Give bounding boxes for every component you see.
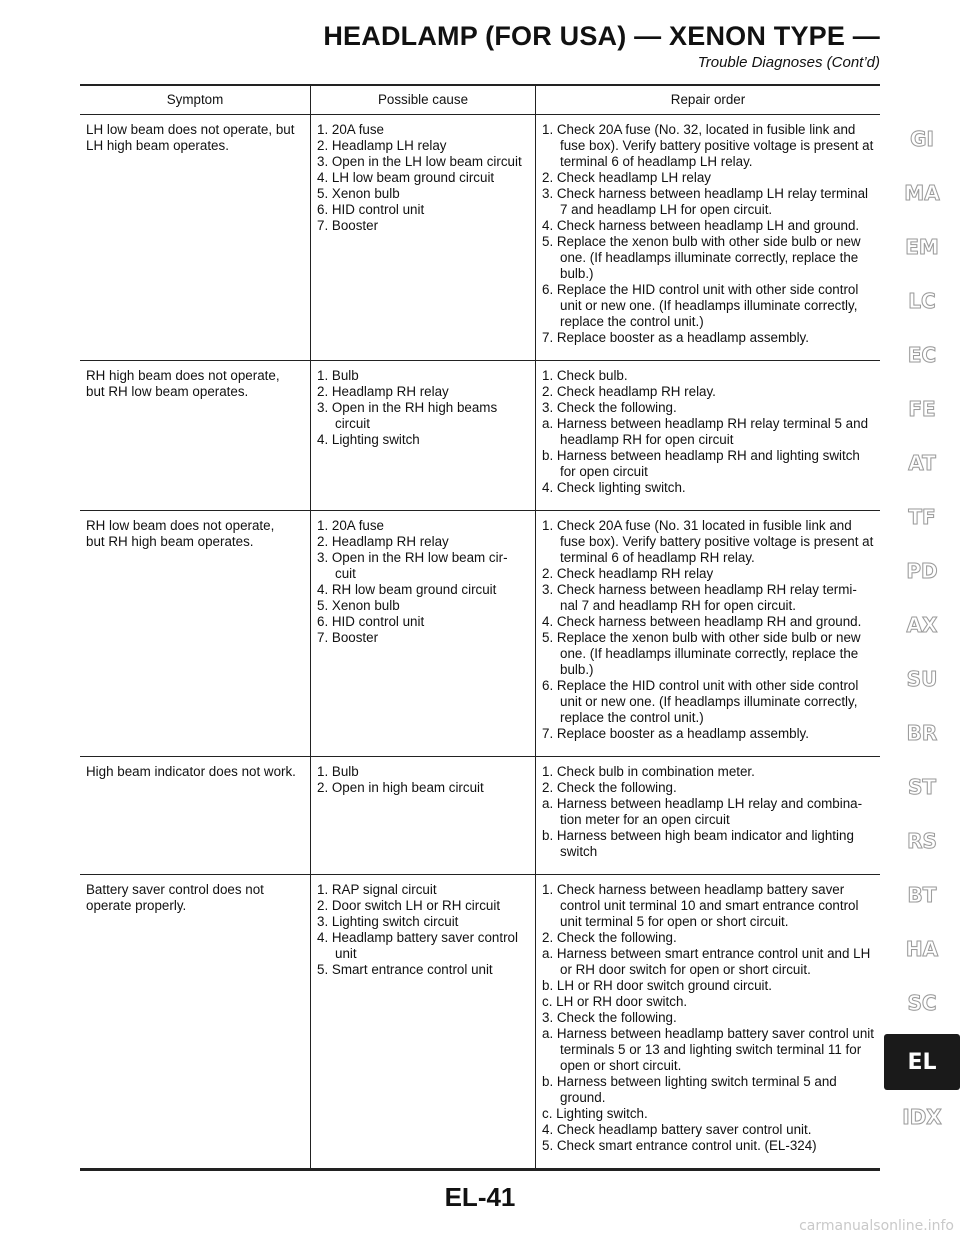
list-item: 6. Replace the HID control unit with other side control unit or new one. (If headlamps illuminate correctly, replace the control unit.) (542, 282, 859, 329)
list-item: a. Harness between headlamp RH relay terminal 5 and headlamp RH for open circuit (542, 416, 869, 447)
symptom-cell: LH low beam does not operate, but LH high beam operates. (80, 115, 311, 361)
list-item: 2. Check headlamp RH relay. (542, 384, 716, 399)
list-item: 6. HID control unit (317, 202, 425, 217)
table-row (80, 361, 880, 511)
list-item: 1. Bulb (317, 368, 359, 383)
list-item: 5. Xenon bulb (317, 598, 400, 613)
page-header (80, 20, 880, 72)
list-item: 3. Lighting switch circuit (317, 914, 459, 929)
cause-cell (311, 757, 536, 875)
repair-cell (536, 511, 881, 757)
list-item: 2. Check the following. (542, 930, 677, 945)
section-tab[interactable]: ST (907, 775, 937, 799)
list-item: 3. Open in the RH high beams circuit (317, 400, 498, 431)
section-tab[interactable]: EC (907, 343, 937, 367)
list-item: 1. Check 20A fuse (No. 32, located in fusible link and fuse box). Verify battery positive voltage is present at terminal 6 of headlamp LH relay. (542, 122, 874, 169)
list-item: c. LH or RH door switch. (542, 994, 688, 1009)
list-item: 6. Replace the HID control unit with other side control unit or new one. (If headlamps illuminate correctly, replace the control unit.) (542, 678, 859, 725)
symptom-cell: RH high beam does not operate, but RH low beam operates. (80, 361, 311, 511)
list-item: 2. Check headlamp RH relay (542, 566, 714, 581)
list-item: 2. Check headlamp LH relay (542, 170, 711, 185)
section-tab-active[interactable]: EL (884, 1034, 960, 1090)
section-tab[interactable]: SU (906, 667, 938, 691)
section-tab[interactable]: LC (908, 289, 936, 313)
list-item: 4. Check harness between headlamp RH and ground. (542, 614, 862, 629)
list-item: 4. Check headlamp battery saver control unit. (542, 1122, 812, 1137)
cause-cell (311, 511, 536, 757)
list-item: 5. Xenon bulb (317, 186, 400, 201)
section-tab[interactable]: EM (905, 235, 939, 259)
list-item: 2. Headlamp RH relay (317, 384, 449, 399)
list-item: b. Harness between headlamp RH and lighting switch for open circuit (542, 448, 860, 479)
cause-cell (311, 115, 536, 361)
list-item: 3. Check the following. (542, 1010, 677, 1025)
list-item: 3. Check harness between headlamp RH relay termi- nal 7 and headlamp RH for open circuit. (542, 582, 857, 613)
section-tab[interactable]: TF (908, 505, 936, 529)
list-item: 2. Door switch LH or RH circuit (317, 898, 501, 913)
list-item: 2. Headlamp RH relay (317, 534, 449, 549)
section-tab[interactable]: AT (908, 451, 936, 475)
section-tab[interactable]: FE (908, 397, 936, 421)
list-item: 1. 20A fuse (317, 122, 385, 137)
list-item: 4. Headlamp battery saver control unit (317, 930, 518, 961)
list-item: 4. LH low beam ground circuit (317, 170, 495, 185)
list-item: 1. Check 20A fuse (No. 31 located in fusible link and fuse box). Verify battery positive voltage is present at terminal 6 of headlamp RH relay. (542, 518, 874, 565)
section-tab[interactable]: BR (906, 721, 938, 745)
section-index-tabs (884, 112, 960, 1144)
list-item: 2. Headlamp LH relay (317, 138, 447, 153)
section-tab[interactable]: HA (905, 937, 939, 961)
table-row (80, 511, 880, 757)
list-item: 5. Replace the xenon bulb with other side bulb or new one. (If headlamps illuminate correctly, replace the bulb.) (542, 630, 861, 677)
section-tab[interactable]: GI (910, 127, 934, 151)
list-item: a. Harness between headlamp LH relay and combina- tion meter for an open circuit (542, 796, 863, 827)
table-body (80, 115, 880, 1170)
list-item: 6. HID control unit (317, 614, 425, 629)
page-subtitle: Trouble Diagnoses (Cont’d) (697, 54, 880, 71)
list-item: 3. Check the following. (542, 400, 677, 415)
repair-cell (536, 875, 881, 1170)
list-item: b. Harness between high beam indicator and lighting switch (542, 828, 854, 859)
section-tab[interactable]: MA (904, 181, 940, 205)
symptom-cell: Battery saver control does not operate properly. (80, 875, 311, 1170)
column-header-repair-order: Repair order (536, 86, 881, 115)
section-tab[interactable]: SC (907, 991, 937, 1015)
page-title: HEADLAMP (FOR USA) — XENON TYPE — (323, 21, 880, 51)
section-tab[interactable]: AX (906, 613, 938, 637)
table-header-row (80, 86, 880, 115)
list-item: 4. Lighting switch (317, 432, 420, 447)
table-row (80, 875, 880, 1170)
section-tab[interactable]: BT (907, 883, 937, 907)
list-item: 7. Replace booster as a headlamp assembly. (542, 330, 809, 345)
table-row (80, 757, 880, 875)
list-item: 1. 20A fuse (317, 518, 385, 533)
list-item: a. Harness between headlamp battery saver control unit terminals 5 or 13 and lighting switch terminal 11 for open or short circuit. (542, 1026, 874, 1073)
list-item: c. Lighting switch. (542, 1106, 648, 1121)
list-item: 3. Open in the LH low beam circuit (317, 154, 522, 169)
list-item: 5. Smart entrance control unit (317, 962, 493, 977)
list-item: 1. Check harness between headlamp battery saver control unit terminal 10 and smart entrance control unit terminal 5 for open or short circuit. (542, 882, 859, 929)
list-item: 1. Check bulb in combination meter. (542, 764, 755, 779)
list-item: 7. Booster (317, 218, 379, 233)
column-header-symptom: Symptom (80, 86, 311, 115)
repair-cell (536, 115, 881, 361)
repair-cell (536, 757, 881, 875)
section-tab[interactable]: RS (907, 829, 937, 853)
list-item: 3. Check harness between headlamp LH relay terminal 7 and headlamp LH for open circuit. (542, 186, 869, 217)
list-item: 7. Booster (317, 630, 379, 645)
list-item: 1. Check bulb. (542, 368, 628, 383)
page-number: EL-41 (444, 1182, 516, 1212)
list-item: 5. Replace the xenon bulb with other side bulb or new one. (If headlamps illuminate correctly, replace the bulb.) (542, 234, 861, 281)
column-header-possible-cause: Possible cause (311, 86, 536, 115)
watermark: carmanualsonline.info (799, 1218, 954, 1234)
list-item: 1. Bulb (317, 764, 359, 779)
list-item: a. Harness between smart entrance control unit and LH or RH door switch for open or short circuit. (542, 946, 871, 977)
list-item: 3. Open in the RH low beam cir- cuit (317, 550, 508, 581)
list-item: 4. RH low beam ground circuit (317, 582, 497, 597)
list-item: b. Harness between lighting switch terminal 5 and ground. (542, 1074, 837, 1105)
cause-cell (311, 361, 536, 511)
list-item: b. LH or RH door switch ground circuit. (542, 978, 772, 993)
list-item: 1. RAP signal circuit (317, 882, 437, 897)
list-item: 4. Check lighting switch. (542, 480, 686, 495)
repair-cell (536, 361, 881, 511)
symptom-cell: RH low beam does not operate, but RH high beam operates. (80, 511, 311, 757)
section-tab[interactable]: PD (906, 559, 938, 583)
list-item: 2. Open in high beam circuit (317, 780, 484, 795)
trouble-diagnoses-table (80, 86, 880, 1171)
list-item: 2. Check the following. (542, 780, 677, 795)
list-item: 7. Replace booster as a headlamp assembly. (542, 726, 809, 741)
symptom-cell: High beam indicator does not work. (80, 757, 311, 875)
table-row (80, 115, 880, 361)
list-item: 5. Check smart entrance control unit. (EL-324) (542, 1138, 817, 1153)
section-tab[interactable]: IDX (902, 1105, 942, 1129)
list-item: 4. Check harness between headlamp LH and ground. (542, 218, 860, 233)
cause-cell (311, 875, 536, 1170)
